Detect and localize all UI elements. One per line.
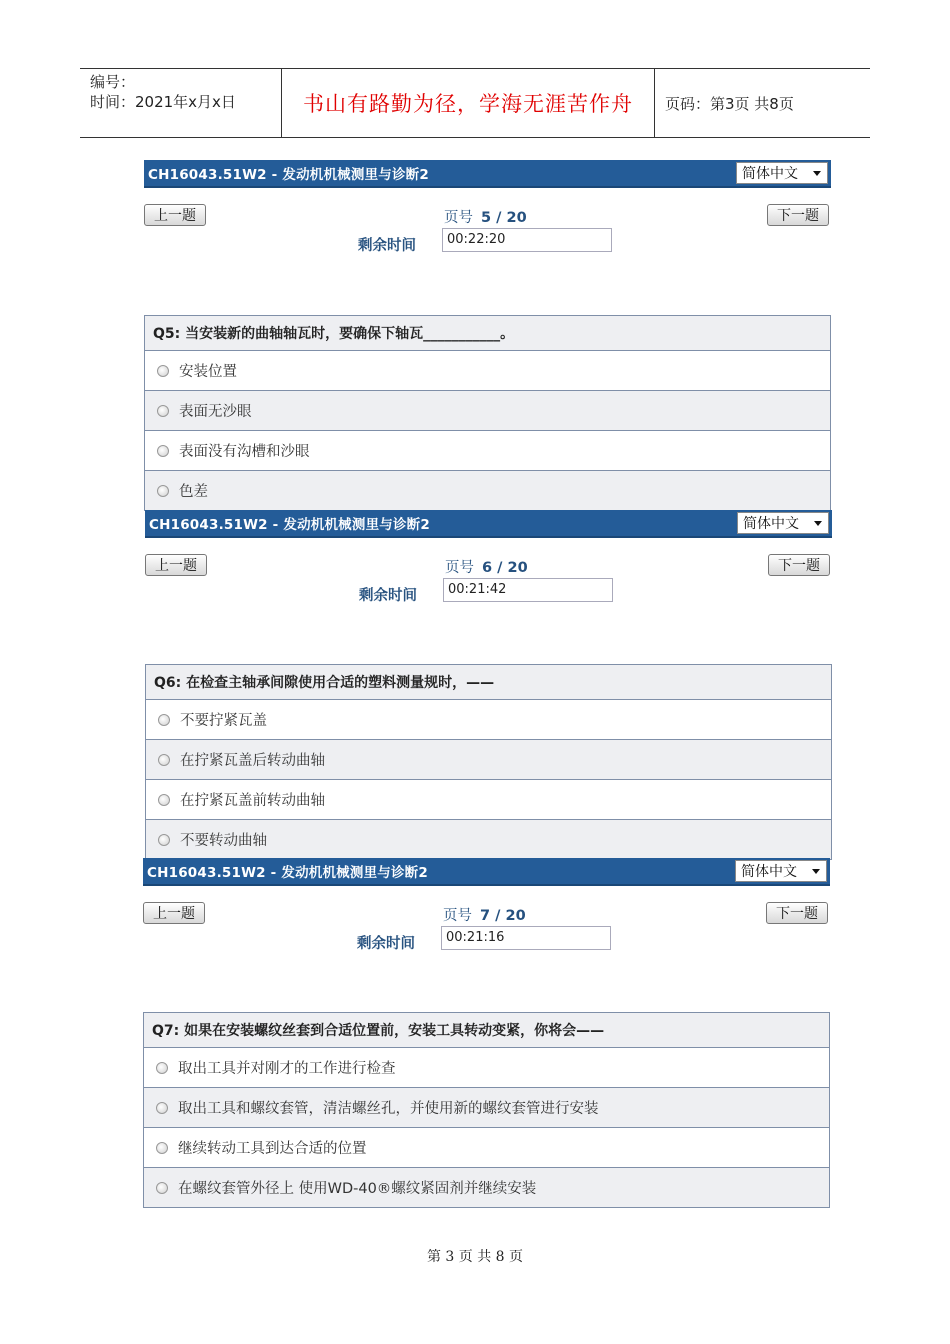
course-title-bar: [144, 160, 831, 188]
header-id-label: 编号：: [90, 73, 136, 91]
quiz-panel-q5: [144, 160, 831, 511]
radio-button[interactable]: [157, 365, 169, 377]
time-remaining-label: 剩余时间: [358, 238, 416, 254]
question-card: [143, 1012, 830, 1208]
time-remaining-field: 00:22:20: [442, 228, 612, 252]
answer-option[interactable]: [145, 431, 830, 471]
quiz-panel-q6: [145, 510, 832, 860]
answer-option[interactable]: [144, 1088, 829, 1128]
time-remaining-label: 剩余时间: [357, 936, 415, 952]
answer-option[interactable]: [146, 700, 831, 740]
radio-button[interactable]: [156, 1182, 168, 1194]
question-nav: [145, 538, 832, 618]
radio-button[interactable]: [158, 714, 170, 726]
page-label: 页号: [445, 560, 474, 576]
language-select[interactable]: [736, 162, 828, 184]
page-value: 6 / 20: [482, 560, 528, 576]
option-label: 在拧紧瓦盖后转动曲轴: [180, 753, 325, 769]
header-date: 时间：2021年x月x日: [90, 93, 236, 111]
question-nav: [144, 188, 831, 268]
option-label: 表面没有沟槽和沙眼: [179, 444, 310, 460]
radio-button[interactable]: [156, 1102, 168, 1114]
course-title: CH16043.51W2 - 发动机机械测里与诊断2: [147, 865, 428, 881]
header-motto-cell: [282, 69, 655, 137]
quiz-panel-q7: [143, 858, 830, 1208]
answer-option[interactable]: [144, 1048, 829, 1088]
course-title: CH16043.51W2 - 发动机机械测里与诊断2: [148, 167, 429, 183]
page-indicator: [445, 556, 528, 577]
page-value: 5 / 20: [481, 210, 527, 226]
language-select[interactable]: [737, 512, 829, 534]
radio-button[interactable]: [157, 405, 169, 417]
time-remaining-label: 剩余时间: [359, 588, 417, 604]
option-label: 继续转动工具到达合适的位置: [178, 1141, 367, 1157]
radio-button[interactable]: [156, 1142, 168, 1154]
page-indicator: [443, 904, 526, 925]
header-motto: 书山有路勤为径，学海无涯苦作舟: [303, 92, 633, 116]
chevron-down-icon: [812, 869, 820, 874]
answer-option[interactable]: [144, 1128, 829, 1168]
page-footer: 第 3 页 共 8 页: [426, 1249, 524, 1265]
chevron-down-icon: [814, 521, 822, 526]
option-label: 表面无沙眼: [179, 404, 252, 420]
page-indicator: [444, 206, 527, 227]
radio-button[interactable]: [156, 1062, 168, 1074]
option-label: 不要转动曲轴: [180, 833, 267, 849]
answer-option[interactable]: [144, 1168, 829, 1207]
radio-button[interactable]: [158, 794, 170, 806]
language-select[interactable]: [735, 860, 827, 882]
page-label: 页号: [443, 908, 472, 924]
answer-option[interactable]: [145, 391, 830, 431]
page-label: 页号: [444, 210, 473, 226]
option-label: 取出工具并对刚才的工作进行检查: [178, 1061, 396, 1077]
answer-option[interactable]: [145, 351, 830, 391]
next-question-button[interactable]: 下一题: [768, 554, 830, 576]
option-label: 在拧紧瓦盖前转动曲轴: [180, 793, 325, 809]
course-title-bar: [145, 510, 832, 538]
course-title: CH16043.51W2 - 发动机机械测里与诊断2: [149, 517, 430, 533]
option-label: 不要拧紧瓦盖: [180, 713, 267, 729]
document-header: [80, 68, 870, 138]
next-question-button[interactable]: 下一题: [766, 902, 828, 924]
time-remaining-field: 00:21:16: [441, 926, 611, 950]
header-page-info: 页码：第3页 共8页: [665, 94, 794, 113]
question-text: Q7: 如果在安装螺纹丝套到合适位置前，安装工具转动变紧，你将会——: [144, 1013, 829, 1048]
answer-option[interactable]: [146, 780, 831, 820]
option-label: 取出工具和螺纹套管，清洁螺丝孔，并使用新的螺纹套管进行安装: [178, 1101, 599, 1117]
radio-button[interactable]: [158, 754, 170, 766]
option-label: 在螺纹套管外径上 使用WD-40®螺纹紧固剂并继续安装: [178, 1181, 537, 1197]
language-select-value: 简体中文: [741, 864, 797, 880]
question-nav: [143, 886, 830, 966]
answer-option[interactable]: [145, 471, 830, 510]
radio-button[interactable]: [158, 834, 170, 846]
prev-question-button[interactable]: 上一题: [143, 902, 205, 924]
prev-question-button[interactable]: 上一题: [144, 204, 206, 226]
language-select-value: 简体中文: [742, 166, 798, 182]
language-select-value: 简体中文: [743, 516, 799, 532]
question-card: [145, 664, 832, 860]
page-value: 7 / 20: [480, 908, 526, 924]
question-text: Q6: 在检查主轴承间隙使用合适的塑料测量规时，——: [146, 665, 831, 700]
next-question-button[interactable]: 下一题: [767, 204, 829, 226]
option-label: 安装位置: [179, 364, 237, 380]
question-card: [144, 315, 831, 511]
course-title-bar: [143, 858, 830, 886]
time-remaining-field: 00:21:42: [443, 578, 613, 602]
answer-option[interactable]: [146, 740, 831, 780]
prev-question-button[interactable]: 上一题: [145, 554, 207, 576]
question-text: Q5: 当安装新的曲轴轴瓦时，要确保下轴瓦___________。: [145, 316, 830, 351]
radio-button[interactable]: [157, 485, 169, 497]
answer-option[interactable]: [146, 820, 831, 859]
option-label: 色差: [179, 484, 208, 500]
header-meta: [80, 69, 282, 137]
radio-button[interactable]: [157, 445, 169, 457]
chevron-down-icon: [813, 171, 821, 176]
